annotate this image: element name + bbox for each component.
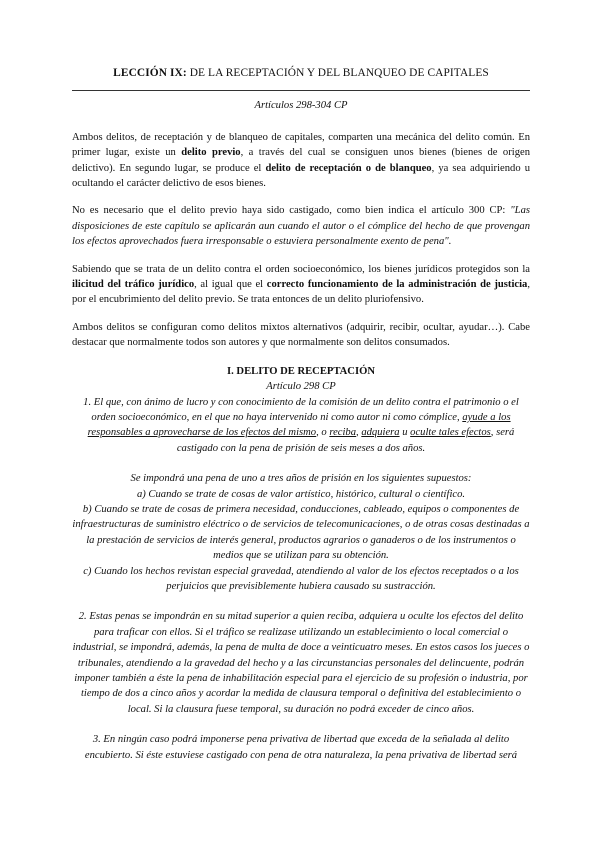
intro-paragraph-1 xyxy=(72,130,530,192)
intro-paragraph-2 xyxy=(72,203,530,249)
list-item-c: c) Cuando los hechos revistan especial gravedad, atendiendo al valor de los efectos receptados o a los perjuicios que previsiblemente hubiera causado su sustracción. xyxy=(83,565,519,592)
article-paragraph-2: 2. Estas penas se impondrán en su mitad superior a quien reciba, adquiera u oculte los efectos del delito para traficar con ellos. Si el tráfico se realizase utilizando un establecimiento o local comercial o industrial, se impondrá, además, la pena de multa de doce a veinticuatro meses. En estos casos los jueces o tribunales, atendiendo a la gravedad del hecho y a las circunstancias personales del delincuente, podrán imponer también a éste la pena de inhabilitación especial para el ejercicio de su profesión o industria, por tiempo de dos a cinco años y acordar la medida de clausura temporal o definitiva del establecimiento o local. Si la clausura fuese temporal, su duración no podrá exceder de cinco años. xyxy=(72,611,530,715)
text-run: , o xyxy=(316,427,330,439)
lesson-title xyxy=(72,66,530,81)
underlined-term: adquiera xyxy=(361,427,400,439)
bold-term: delito de receptación o de blanqueo xyxy=(265,162,432,174)
text-run: 1. El que, con ánimo de lucro y con conocimiento de la comisión de un delito contra el patrimonio o el orden socioeconómico, en el que no haya intervenido ni como autor ni como cómplice, xyxy=(83,396,519,423)
text-run: , será castigado con la pena de prisión de seis meses a dos años. xyxy=(176,427,515,454)
list-item-a: a) Cuando se trate de cosas de valor artístico, histórico, cultural o científico. xyxy=(136,488,466,500)
text-run: u xyxy=(399,427,411,439)
section-title: I. DELITO DE RECEPTACIÓN xyxy=(227,365,375,377)
articles-subtitle: Artículos 298-304 CP xyxy=(254,100,348,112)
lesson-number: LECCIÓN IX: xyxy=(113,67,187,79)
text-run: , por el encubrimiento del delito previo. Se trata entonces de un delito pluriofensivo. xyxy=(72,279,530,306)
intro-paragraph-3 xyxy=(72,262,530,308)
text-run: , ya sea adquiriendo u ocultando el carácter delictivo de esos bienes. xyxy=(72,162,530,190)
text-run: , al igual que el xyxy=(194,279,267,291)
text-run: , a través del cual se consiguen unos bienes (bienes de origen delictivo). En segundo lugar, se produce el xyxy=(72,147,530,174)
article-paragraph-3: 3. En ningún caso podrá imponerse pena privativa de libertad que exceda de la señalada al delito encubierto. Si éste estuviese castigado con pena de otra naturaleza, la pena privativa de libertad será xyxy=(84,734,518,761)
text-run: Sabiendo que se trata de un delito contra el orden socioeconómico, los bienes jurídicos protegidos son la xyxy=(72,263,530,275)
lesson-title-text: DE LA RECEPTACIÓN Y DEL BLANQUEO DE CAPITALES xyxy=(186,67,489,79)
text-run: No es necesario que el delito previo haya sido castigado, como bien indica el artículo 300 CP: xyxy=(72,205,511,217)
quoted-article: "Las disposiciones de este capítulo se aplicarán aun cuando el autor o el cómplice del hecho de que provengan los efectos aprovechados fuera irresponsable o estuviera personalmente exento de pena". xyxy=(72,205,530,248)
underlined-term: reciba xyxy=(329,427,357,439)
article-heading: Artículo 298 CP xyxy=(266,381,336,393)
document-page xyxy=(72,66,530,763)
bold-term: delito previo xyxy=(181,147,241,159)
underlined-term: oculte tales efectos xyxy=(410,427,491,439)
text-run: Ambos delitos, de receptación y de blanqueo de capitales, comparten una mecánica del delito común. En primer lugar, existe un xyxy=(72,131,530,159)
list-item-b: b) Cuando se trate de cosas de primera necesidad, conducciones, cableado, equipos o componentes de infraestructuras de suministro eléctrico o de servicios de telecomunicaciones, o de otras cosas destinadas a la prestación de servicios de interés general, productos agrarios o ganaderos o de los instrumentos o medios que se utilizan para su obtención. xyxy=(72,503,530,562)
underlined-term: ayude a los responsables a aprovecharse de los efectos del mismo xyxy=(87,411,511,439)
intro-paragraph-4: Ambos delitos se configuran como delitos mixtos alternativos (adquirir, recibir, ocultar, ayudar…). Cabe destacar que normalmente todos son autores y que normalmente son delitos consumados. xyxy=(72,321,530,349)
title-rule xyxy=(72,90,530,91)
bold-term: correcto funcionamiento de la administración de justicia xyxy=(266,279,528,291)
bold-term: ilicitud del tráfico jurídico xyxy=(72,279,195,291)
text-run: , xyxy=(356,427,362,439)
article-paragraph-1 xyxy=(72,395,530,457)
aggravated-intro: Se impondrá una pena de uno a tres años de prisión en los siguientes supuestos: xyxy=(130,473,472,485)
